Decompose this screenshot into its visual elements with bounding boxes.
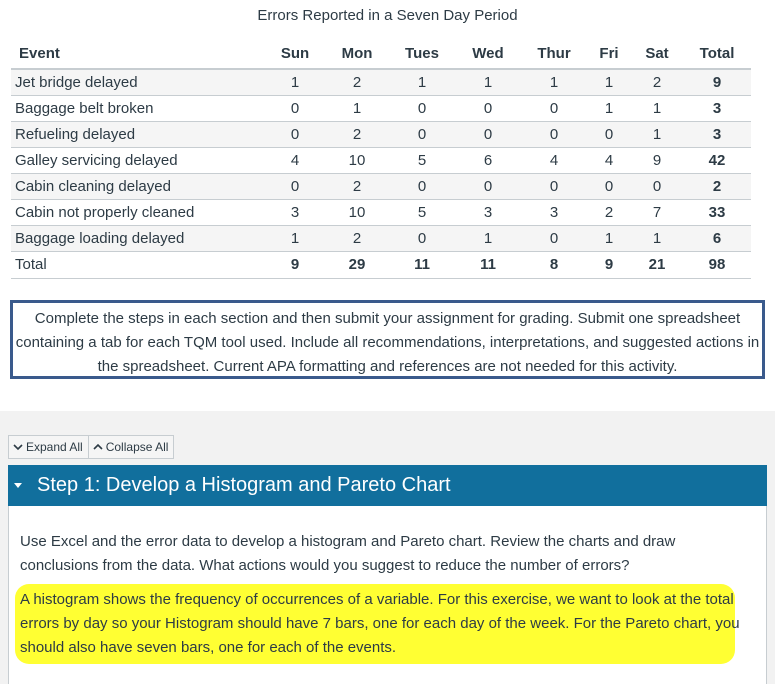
table-row — [11, 69, 751, 95]
total-cell: 11 — [455, 251, 521, 278]
step-1-header[interactable] — [8, 465, 767, 506]
column-header: Event — [11, 38, 265, 69]
step-1-content — [8, 506, 767, 684]
count-cell: 0 — [521, 121, 587, 147]
total-cell: 6 — [683, 225, 751, 251]
count-cell: 0 — [455, 121, 521, 147]
table-row — [11, 95, 751, 121]
event-cell: Baggage loading delayed — [11, 225, 265, 251]
caret-down-icon — [14, 483, 22, 489]
count-cell: 0 — [389, 173, 455, 199]
total-cell: 11 — [389, 251, 455, 278]
count-cell: 1 — [587, 69, 631, 95]
count-cell: 0 — [265, 95, 325, 121]
count-cell: 4 — [587, 147, 631, 173]
count-cell: 0 — [389, 95, 455, 121]
column-header: Thur — [521, 38, 587, 69]
total-cell: 42 — [683, 147, 751, 173]
count-cell: 1 — [455, 225, 521, 251]
count-cell: 0 — [631, 173, 683, 199]
collapse-all-button[interactable] — [89, 435, 175, 459]
event-cell: Baggage belt broken — [11, 95, 265, 121]
total-cell: 8 — [521, 251, 587, 278]
count-cell: 0 — [455, 95, 521, 121]
event-cell: Refueling delayed — [11, 121, 265, 147]
total-cell: 3 — [683, 121, 751, 147]
count-cell: 0 — [265, 121, 325, 147]
total-cell: 9 — [265, 251, 325, 278]
count-cell: 9 — [631, 147, 683, 173]
table-row — [11, 173, 751, 199]
instructions-text: Complete the steps in each section and then submit your assignment for grading. Submit one spreadsheet containing a tab for each TQM tool used. Include all recommendations, interpretations, and suggested actions in the spreadsheet. Current APA formatting and references are not needed for this activity. — [15, 310, 760, 375]
count-cell: 2 — [325, 121, 389, 147]
column-header: Total — [683, 38, 751, 69]
count-cell: 0 — [455, 173, 521, 199]
expand-all-label: Expand All — [26, 440, 83, 454]
total-cell: 2 — [683, 173, 751, 199]
count-cell: 0 — [587, 173, 631, 199]
count-cell: 0 — [389, 225, 455, 251]
chevron-up-icon — [93, 443, 103, 451]
accordion-toolbar — [8, 435, 174, 459]
column-header: Fri — [587, 38, 631, 69]
column-header: Sun — [265, 38, 325, 69]
total-cell: 21 — [631, 251, 683, 278]
grand-total-cell: 98 — [683, 251, 751, 278]
count-cell: 2 — [587, 199, 631, 225]
count-cell: 1 — [631, 225, 683, 251]
step-1-highlighted-note: A histogram shows the frequency of occurrences of a variable. For this exercise, we want to look at the total errors by day so your Histogram should have 7 bars, one for each day of the week. For the Pareto chart, you should also have seven bars, one for each of the events. — [20, 591, 740, 656]
event-cell: Cabin cleaning delayed — [11, 173, 265, 199]
count-cell: 2 — [631, 69, 683, 95]
count-cell: 1 — [455, 69, 521, 95]
count-cell: 1 — [325, 95, 389, 121]
count-cell: 1 — [265, 225, 325, 251]
count-cell: 10 — [325, 147, 389, 173]
total-cell: 9 — [587, 251, 631, 278]
table-header-row — [11, 38, 751, 69]
count-cell: 2 — [325, 173, 389, 199]
count-cell: 6 — [455, 147, 521, 173]
expand-all-button[interactable] — [8, 435, 89, 459]
column-header: Mon — [325, 38, 389, 69]
count-cell: 3 — [455, 199, 521, 225]
count-cell: 1 — [587, 95, 631, 121]
count-cell: 0 — [521, 95, 587, 121]
count-cell: 1 — [631, 95, 683, 121]
table-row — [11, 147, 751, 173]
count-cell: 2 — [325, 69, 389, 95]
count-cell: 0 — [521, 225, 587, 251]
table-caption: Errors Reported in a Seven Day Period — [257, 7, 518, 24]
step-1-instructions: Use Excel and the error data to develop a histogram and Pareto chart. Review the charts and draw conclusions from the data. What actions would you suggest to reduce the number of errors? — [20, 533, 676, 574]
count-cell: 7 — [631, 199, 683, 225]
step-1-title: Step 1: Develop a Histogram and Pareto Chart — [37, 474, 451, 496]
count-cell: 1 — [631, 121, 683, 147]
errors-table — [11, 38, 751, 279]
collapse-all-label: Collapse All — [105, 440, 169, 454]
table-row — [11, 121, 751, 147]
instructions-box — [10, 300, 765, 379]
event-cell: Cabin not properly cleaned — [11, 199, 265, 225]
count-cell: 1 — [587, 225, 631, 251]
total-cell: 3 — [683, 95, 751, 121]
count-cell: 0 — [265, 173, 325, 199]
total-cell: 29 — [325, 251, 389, 278]
column-header: Tues — [389, 38, 455, 69]
chevron-down-icon — [13, 443, 23, 451]
total-cell: 33 — [683, 199, 751, 225]
total-row — [11, 251, 751, 278]
count-cell: 10 — [325, 199, 389, 225]
count-cell: 5 — [389, 147, 455, 173]
column-header: Sat — [631, 38, 683, 69]
count-cell: 1 — [265, 69, 325, 95]
count-cell: 0 — [389, 121, 455, 147]
count-cell: 3 — [265, 199, 325, 225]
column-header: Wed — [455, 38, 521, 69]
count-cell: 1 — [521, 69, 587, 95]
count-cell: 4 — [265, 147, 325, 173]
count-cell: 3 — [521, 199, 587, 225]
event-cell: Galley servicing delayed — [11, 147, 265, 173]
count-cell: 1 — [389, 69, 455, 95]
count-cell: 0 — [587, 121, 631, 147]
count-cell: 2 — [325, 225, 389, 251]
count-cell: 5 — [389, 199, 455, 225]
total-label-cell: Total — [11, 251, 265, 278]
total-cell: 9 — [683, 69, 751, 95]
table-row — [11, 199, 751, 225]
table-row — [11, 225, 751, 251]
count-cell: 0 — [521, 173, 587, 199]
event-cell: Jet bridge delayed — [11, 69, 265, 95]
count-cell: 4 — [521, 147, 587, 173]
